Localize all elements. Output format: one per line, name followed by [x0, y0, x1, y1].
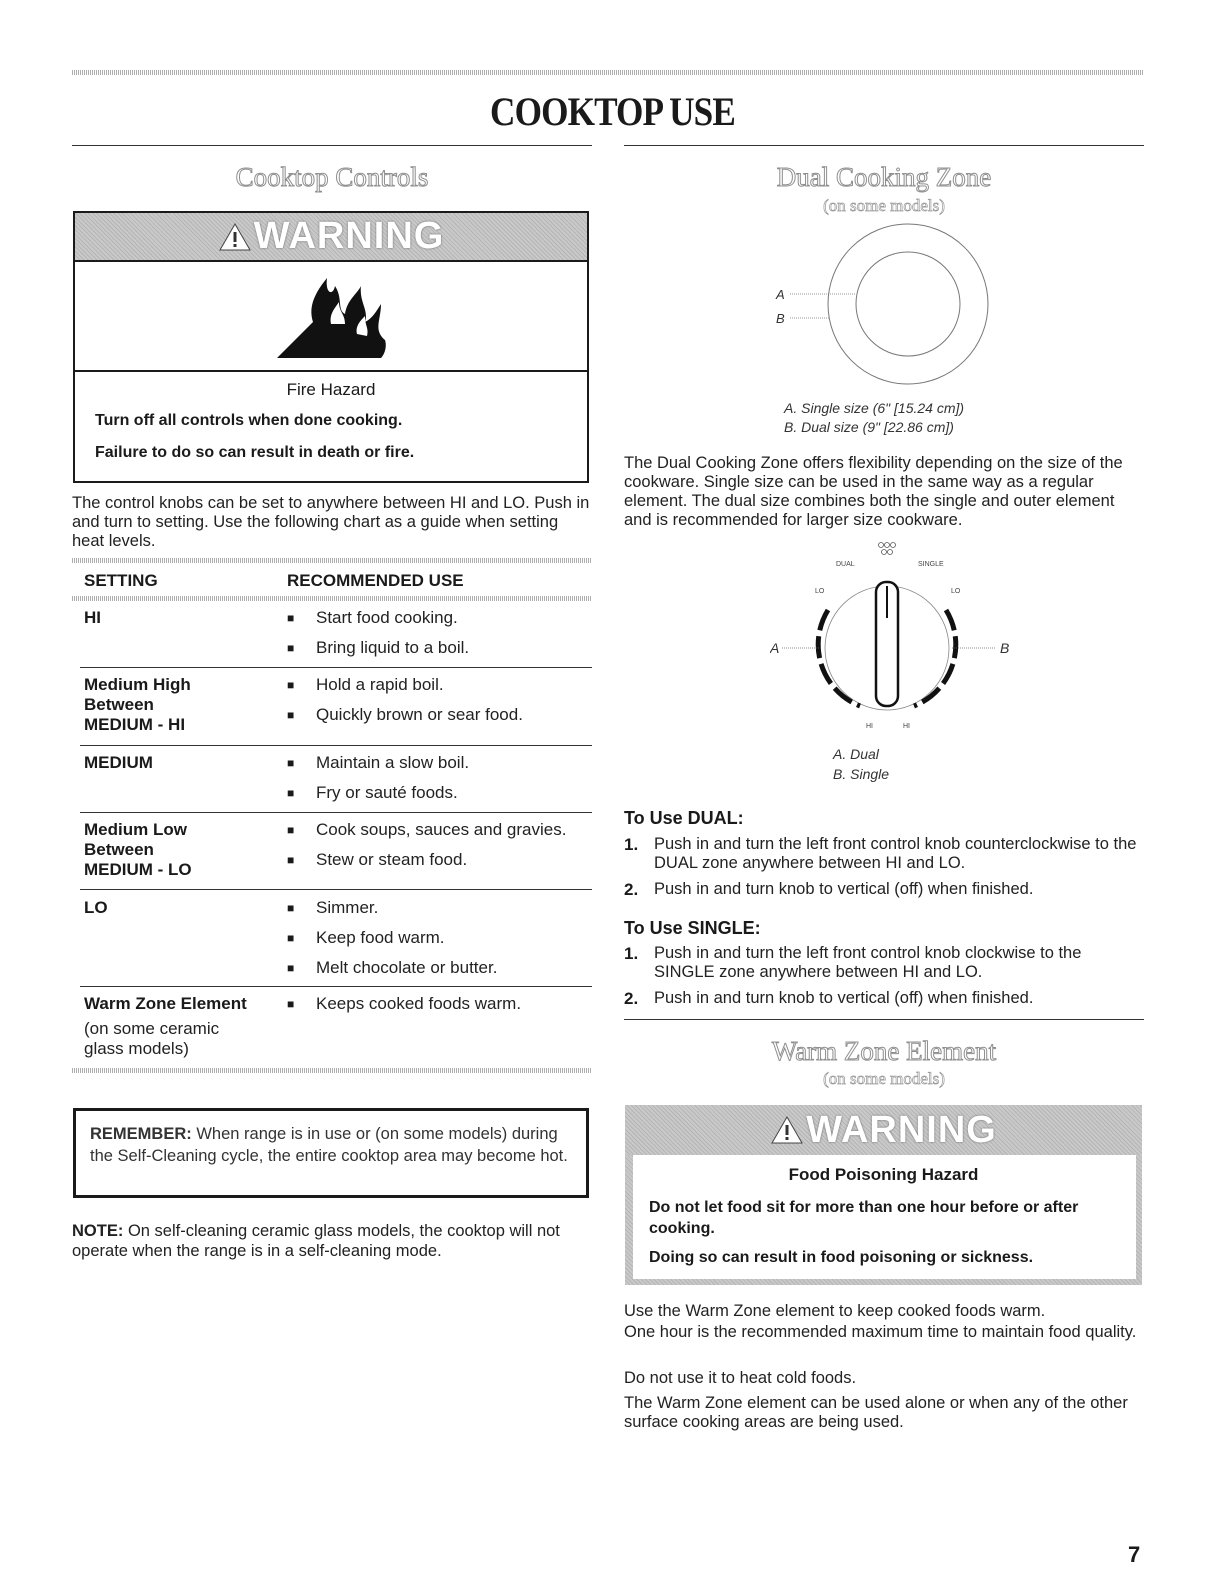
remember-text: When range is in use or (on some models) during the Self-Cleaning cycle, the entire cooktop area may become hot. [90, 1125, 568, 1165]
remember-box [73, 1108, 589, 1198]
header-rule [72, 596, 592, 601]
warning-banner [625, 1105, 1142, 1155]
note-paragraph [72, 1221, 592, 1261]
use-single-heading: To Use SINGLE: [624, 918, 761, 938]
use-item: Keeps cooked foods warm. [316, 994, 522, 1013]
bullet-icon: ■ [287, 786, 295, 800]
bullet-icon: ■ [287, 901, 295, 915]
warm-zone-paragraph: Do not use it to heat cold foods. [624, 1369, 857, 1387]
warning-bottom-edge [625, 1279, 1142, 1285]
dual-zone-heading: Dual Cooking Zone [776, 162, 992, 192]
dual-element-diagram [760, 222, 1000, 392]
use-single-step-1: Push in and turn the left front control knob clockwise to the SINGLE zone anywhere between HI and LO. [654, 944, 1082, 981]
use-dual-step-1: Push in and turn the left front control knob counterclockwise to the DUAL zone anywhere between HI and LO. [654, 835, 1137, 872]
left-title-rule [72, 145, 592, 146]
use-item: Simmer. [316, 898, 379, 917]
warning-triangle-icon [770, 1115, 804, 1145]
food-warning-line2: Doing so can result in food poisoning or sickness. [649, 1249, 1034, 1266]
warning-label: WARNING [806, 1108, 997, 1151]
setting-label: HI [84, 608, 101, 627]
step-number: 1. [624, 835, 639, 854]
diagram1-label-b: B [776, 311, 785, 326]
food-warning-line1: Do not let food sit for more than one hour before or after cooking. [649, 1199, 1079, 1237]
right-title-rule [624, 145, 1144, 146]
setting-label: Warm Zone Element [84, 994, 247, 1013]
cooktop-controls-heading: Cooktop Controls [235, 162, 429, 192]
knob-top-icon [879, 543, 896, 555]
bullet-icon: ■ [287, 641, 295, 655]
setting-label: MEDIUM - LO [84, 860, 192, 879]
use-item: Keep food warm. [316, 928, 445, 947]
table-bottom-rule [72, 1068, 592, 1073]
use-item: Fry or sauté foods. [316, 783, 458, 802]
use-single-step-2: Push in and turn knob to vertical (off) when finished. [654, 989, 1034, 1007]
warning-label: WARNING [253, 215, 445, 257]
use-dual-step-2: Push in and turn knob to vertical (off) when finished. [654, 880, 1034, 898]
note-label: NOTE: [72, 1222, 124, 1240]
dual-zone-description: The Dual Cooking Zone offers flexibility depending on the size of the cookware. Single size can be used in the same way as a regular element. The dual size combines both the single and outer element and is recommended for larger size cookware. [624, 454, 1123, 529]
setting-label: Between [84, 695, 154, 714]
knob-label-single: SINGLE [918, 561, 944, 568]
knob-label-hi-right: HI [903, 723, 910, 730]
single-arc-indicator [914, 610, 956, 706]
diagram1-caption-b: B. Dual size (9" [22.86 cm]) [784, 419, 954, 435]
dual-section-end-rule [624, 1019, 1144, 1020]
bullet-icon: ■ [287, 678, 295, 692]
setting-label: Medium Low [84, 820, 187, 839]
knob-label-lo-left: LO [815, 588, 825, 595]
diagram2-caption-a: A. Dual [833, 746, 879, 762]
bullet-icon: ■ [287, 708, 295, 722]
fire-warning-text [75, 372, 587, 482]
setting-note: (on some ceramic glass models) [84, 1019, 220, 1058]
use-item: Quickly brown or sear food. [316, 705, 523, 724]
warning-banner [75, 213, 587, 260]
use-item: Maintain a slow boil. [316, 753, 470, 772]
page-number: 7 [1128, 1542, 1141, 1567]
bullet-icon: ■ [287, 931, 295, 945]
row-rule [80, 745, 592, 746]
knob-label-b: B [1000, 640, 1010, 656]
page-title: COOKTOP USE [490, 89, 735, 134]
fire-icon-panel [75, 260, 587, 372]
fire-warning-line1: Turn off all controls when done cooking. [95, 412, 403, 429]
setting-label: Between [84, 840, 154, 859]
step-number: 2. [624, 989, 639, 1008]
fire-hazard-title: Fire Hazard [286, 380, 376, 399]
row-rule [80, 889, 592, 890]
setting-label: MEDIUM - HI [84, 715, 186, 734]
fire-warning-box [73, 211, 589, 483]
note-text: On self-cleaning ceramic glass models, the cooktop will not operate when the range is in a self-cleaning mode. [72, 1222, 560, 1260]
fire-hazard-icon [273, 274, 391, 360]
use-item: Melt chocolate or butter. [316, 958, 498, 977]
bullet-icon: ■ [287, 823, 295, 837]
setting-label: LO [84, 898, 108, 917]
warm-zone-heading: Warm Zone Element [771, 1036, 997, 1066]
food-hazard-title: Food Poisoning Hazard [788, 1165, 979, 1184]
knob-label-lo-right: LO [951, 588, 961, 595]
use-item: Bring liquid to a boil. [316, 638, 470, 657]
bullet-icon: ■ [287, 961, 295, 975]
warm-zone-paragraph: One hour is the recommended maximum time to maintain food quality. [624, 1323, 1137, 1341]
col-header-use: RECOMMENDED USE [287, 571, 464, 590]
warm-zone-paragraph: The Warm Zone element can be used alone or when any of the other surface cooking areas are being used. [624, 1394, 1128, 1431]
col-header-setting: SETTING [84, 571, 158, 590]
setting-label: Medium High [84, 675, 191, 694]
use-item: Cook soups, sauces and gravies. [316, 820, 567, 839]
use-item: Stew or steam food. [316, 850, 468, 869]
step-number: 1. [624, 944, 639, 963]
food-warning-box [625, 1105, 1142, 1285]
row-rule [80, 812, 592, 813]
dual-knob-diagram [770, 538, 1040, 738]
warm-zone-paragraph: Use the Warm Zone element to keep cooked foods warm. [624, 1302, 1046, 1320]
knob-label-a: A [770, 640, 780, 656]
warm-zone-subheading: (on some models) [823, 1069, 945, 1088]
top-rule [72, 70, 1144, 75]
remember-label: REMEMBER: [90, 1125, 192, 1143]
dual-outer-circle [828, 224, 988, 384]
bullet-icon: ■ [287, 997, 295, 1011]
knob-label-dual: DUAL [836, 561, 855, 568]
setting-label: MEDIUM [84, 753, 153, 772]
warning-triangle-icon [218, 222, 252, 252]
fire-warning-line2: Failure to do so can result in death or fire. [95, 444, 415, 461]
bullet-icon: ■ [287, 611, 295, 625]
row-rule [80, 986, 592, 987]
use-item: Hold a rapid boil. [316, 675, 444, 694]
single-inner-circle [856, 252, 960, 356]
bullet-icon: ■ [287, 756, 295, 770]
dual-zone-subheading: (on some models) [823, 196, 945, 215]
dual-arc-indicator [818, 610, 860, 706]
diagram1-label-a: A [776, 287, 785, 302]
step-number: 2. [624, 880, 639, 899]
use-dual-heading: To Use DUAL: [624, 808, 744, 828]
table-top-rule [72, 558, 592, 563]
controls-intro: The control knobs can be set to anywhere between HI and LO. Push in and turn to setting. Use the following chart as a guide when setting heat levels. [72, 494, 590, 550]
knob-label-hi-left: HI [866, 723, 873, 730]
bullet-icon: ■ [287, 853, 295, 867]
row-rule [80, 667, 592, 668]
use-item: Start food cooking. [316, 608, 458, 627]
diagram2-caption-b: B. Single [833, 766, 890, 782]
diagram1-caption-a: A. Single size (6" [15.24 cm]) [784, 400, 965, 416]
